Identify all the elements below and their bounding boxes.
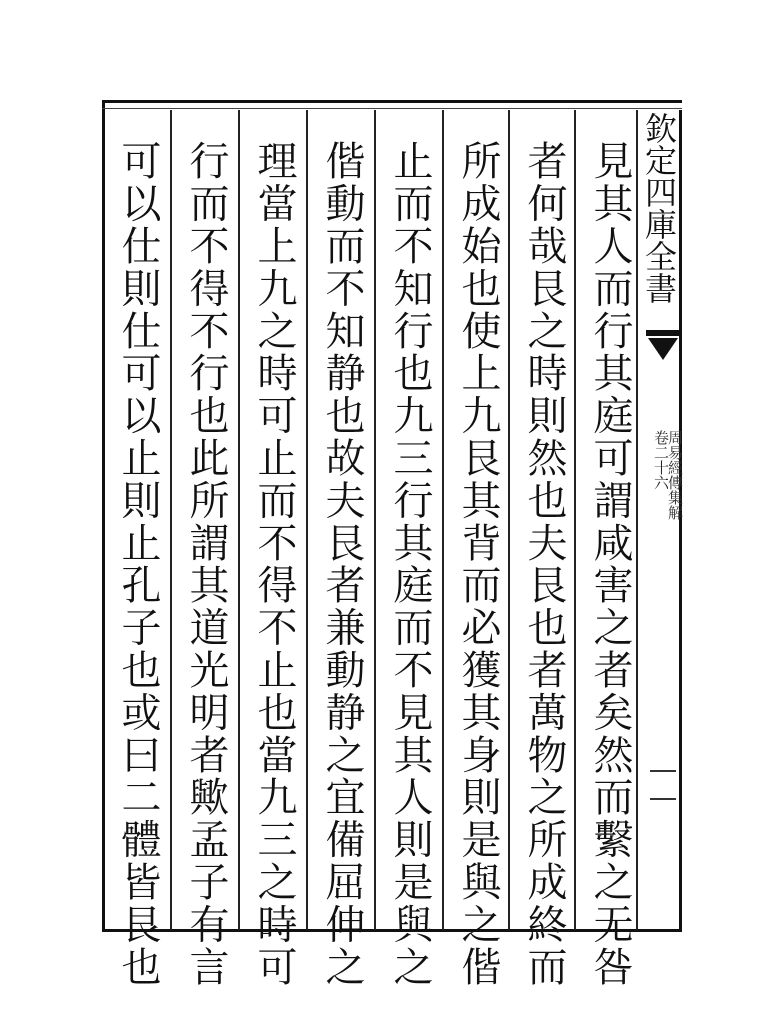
book-title: 欽定四庫全書: [640, 112, 678, 304]
column-rule: [574, 110, 576, 930]
text-column-4: 止而不知行也九三行其庭而不見其人則是與之: [387, 140, 433, 988]
text-column-5: 偕動而不知静也故夫艮者兼動静之宜備屈伸之: [319, 140, 365, 988]
column-rule: [442, 110, 444, 930]
column-rule: [374, 110, 376, 930]
fishtail-bar-icon: [646, 330, 680, 336]
text-column-1: 見其人而行其庭可謂咸害之者矣然而繫之无咎: [587, 140, 633, 988]
book-name: 周易經傳集解: [666, 430, 684, 520]
text-column-6: 理當上九之時可止而不得不止也當九三之時可: [251, 140, 297, 988]
page-number-mark: [650, 770, 676, 800]
page-border-inner-rule: [102, 108, 682, 109]
text-column-2: 者何哉艮之時則然也夫艮也者萬物之所成終而: [521, 140, 567, 988]
column-rule: [306, 110, 308, 930]
text-column-8: 可以仕則仕可以止則止孔子也或曰二體皆艮也: [115, 140, 161, 988]
column-rule: [508, 110, 510, 930]
column-rule: [170, 110, 172, 930]
volume-label: 卷二十六: [652, 430, 670, 490]
column-rule: [238, 110, 240, 930]
text-column-7: 行而不得不行也此所謂其道光明者歟孟子有言: [183, 140, 229, 988]
text-column-3: 所成始也使上九艮其背而必獲其身則是與之偕: [455, 140, 501, 988]
fishtail-mark-icon: [648, 338, 678, 360]
